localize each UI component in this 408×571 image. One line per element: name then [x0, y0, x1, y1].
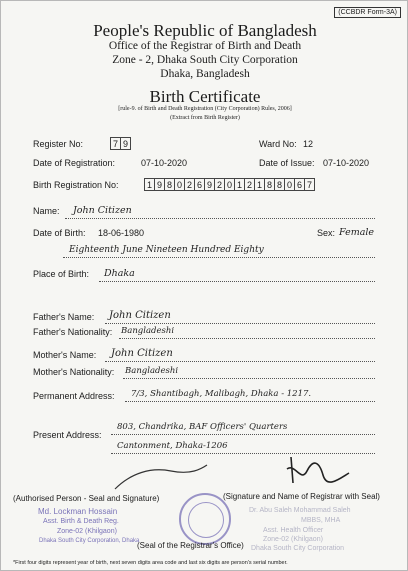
brn-digit: 2 [214, 178, 225, 191]
brn-digit: 0 [224, 178, 235, 191]
brn-digit: 8 [264, 178, 275, 191]
father-name-line [105, 323, 375, 324]
registrar-signature-icon [283, 453, 353, 487]
brn-digit: 0 [284, 178, 295, 191]
register-digit: 9 [120, 137, 131, 150]
left-stamp-line: Dhaka South City Corporation, Dhaka [39, 538, 140, 544]
ward-no-value: 12 [303, 139, 314, 149]
father-nat-line [119, 338, 375, 339]
mother-nationality-value: Bangladeshi [125, 366, 179, 376]
register-no-label: Register No: [33, 139, 84, 149]
registrar-label: (Signature and Name of Registrar with Seal) [223, 492, 380, 501]
brn-digit: 2 [184, 178, 195, 191]
dob-in-words: Eighteenth June Nineteen Hundred Eighty [69, 245, 264, 255]
permanent-address-label: Permanent Address: [33, 391, 115, 401]
brn-digit: 1 [234, 178, 245, 191]
seal-label: (Seal of the Registrar's Office) [137, 541, 244, 550]
office-title: Office of the Registrar of Birth and Death [108, 40, 302, 52]
sex-value: Female [339, 227, 375, 238]
date-of-issue-label: Date of Issue: [259, 158, 315, 168]
brn-digit: 9 [154, 178, 165, 191]
present-address-line2: Cantonment, Dhaka-1206 [117, 441, 228, 451]
present-address-label: Present Address: [33, 430, 102, 440]
permanent-address-value: 7/3, Shantibagh, Malibagh, Dhaka - 1217. [131, 389, 312, 399]
sex-label: Sex: [317, 228, 336, 238]
mother-name-label: Mother's Name: [33, 350, 97, 360]
father-name-value: John Citizen [109, 310, 171, 321]
right-stamp-name: Dr. Abu Saleh Mohammad Saleh [249, 507, 351, 514]
brn-digit: 8 [274, 178, 285, 191]
dob-value: 18-06-1980 [98, 228, 145, 238]
brn-boxes [145, 178, 315, 191]
brn-digit: 0 [174, 178, 185, 191]
brn-digit: 1 [144, 178, 155, 191]
authorised-person-label: (Authorised Person - Seal and Signature) [13, 494, 160, 503]
place-of-birth-value: Dhaka [104, 268, 135, 279]
date-of-registration-value: 07-10-2020 [141, 158, 188, 168]
brn-digit: 6 [294, 178, 305, 191]
name-value: John Citizen [73, 205, 132, 216]
date-of-registration-label: Date of Registration: [33, 158, 116, 168]
pob-line [99, 281, 375, 282]
name-label: Name: [33, 206, 60, 216]
form-code: (CCBDR Form-3A) [334, 7, 401, 18]
right-stamp-line: Asst. Health Officer [263, 527, 324, 534]
brn-digit: 7 [304, 178, 315, 191]
ward-no-label: Ward No: [259, 139, 297, 149]
mother-nat-line [123, 378, 375, 379]
brn-digit: 1 [254, 178, 265, 191]
brn-digit: 2 [244, 178, 255, 191]
dob-words-line [63, 257, 375, 258]
extract-note: (Extract from Birth Register) [170, 115, 240, 121]
brn-digit: 8 [164, 178, 175, 191]
authorised-signature-icon [111, 463, 211, 495]
pres-addr-line1-rule [111, 434, 375, 435]
office-seal-icon [179, 493, 231, 545]
rule-reference: [rule-9. of Birth and Death Registration (City Corporation) Rules, 2006] [118, 106, 292, 112]
register-digit: 7 [110, 137, 121, 150]
father-name-label: Father's Name: [33, 312, 95, 322]
right-stamp-line: Dhaka South City Corporation [251, 545, 344, 552]
present-address-line1: 803, Chandrika, BAF Officers' Quarters [117, 422, 288, 432]
mother-name-line [105, 361, 375, 362]
mother-nationality-label: Mother's Nationality: [33, 367, 115, 377]
brn-label: Birth Registration No: [33, 180, 119, 190]
city-title: Dhaka, Bangladesh [160, 68, 250, 80]
zone-title: Zone - 2, Dhaka South City Corporation [112, 54, 298, 66]
mother-name-value: John Citizen [111, 348, 173, 359]
left-stamp-line: Zone-02 (Khilgaon) [57, 528, 117, 535]
right-stamp-line: Zone-02 (Khilgaon) [263, 536, 323, 543]
certificate-title: Birth Certificate [149, 87, 261, 106]
father-nationality-label: Father's Nationality: [33, 327, 113, 337]
left-stamp-name: Md. Lockman Hossain [38, 507, 118, 516]
place-of-birth-label: Place of Birth: [33, 269, 90, 279]
left-stamp-line: Asst. Birth & Death Reg. [43, 518, 119, 525]
country-title: People's Republic of Bangladesh [93, 21, 317, 40]
brn-digit: 9 [204, 178, 215, 191]
footnote: *First four digits represent year of birth, next seven digits area code and last six digits are person's serial number. [13, 560, 288, 566]
right-stamp-line: MBBS, MHA [301, 517, 341, 524]
father-nationality-value: Bangladeshi [121, 326, 175, 336]
name-line [65, 218, 375, 219]
brn-digit: 6 [194, 178, 205, 191]
date-of-issue-value: 07-10-2020 [323, 158, 370, 168]
register-no-boxes [111, 137, 131, 150]
perm-addr-line [125, 401, 375, 402]
dob-label: Date of Birth: [33, 228, 86, 238]
